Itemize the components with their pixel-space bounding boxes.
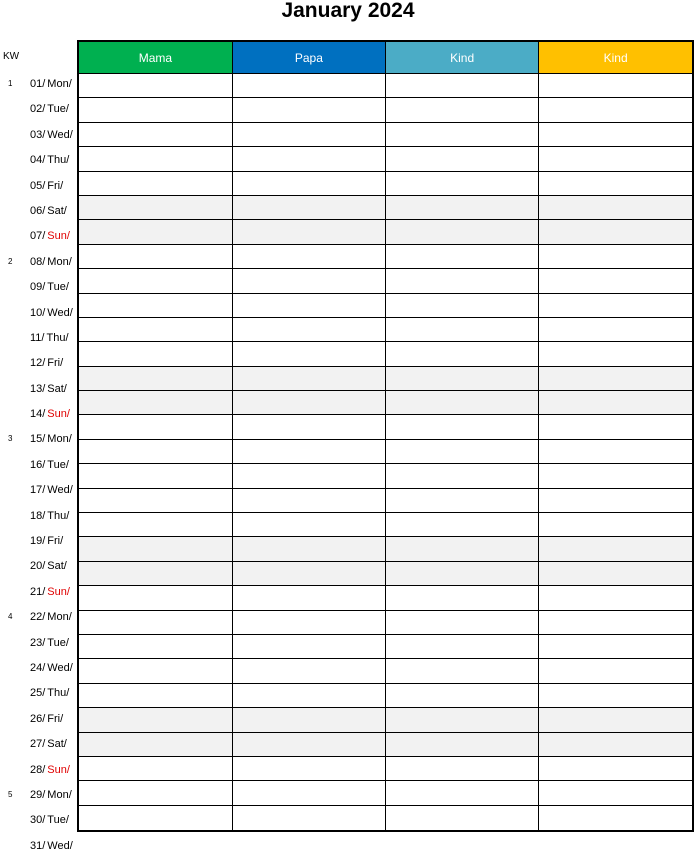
entry-cell[interactable] [386, 391, 539, 415]
entry-cell[interactable] [232, 244, 385, 268]
day-label-row [0, 605, 77, 630]
entry-cell[interactable] [386, 220, 539, 244]
weekday-name: Wed/ [47, 484, 73, 497]
entry-cell[interactable] [386, 269, 539, 293]
day-label-row [0, 199, 77, 224]
day-number: 26/ [30, 712, 46, 725]
entry-cell[interactable] [232, 220, 385, 244]
day-label [30, 205, 67, 217]
planner-table [79, 42, 692, 830]
day-number: 24/ [30, 661, 46, 674]
table-row [79, 756, 692, 780]
entry-cell[interactable] [539, 537, 692, 561]
week-number: 5 [8, 789, 13, 799]
weekday-name: Sun/ [47, 585, 70, 598]
day-number: 27/ [30, 738, 46, 751]
entry-cell[interactable] [79, 98, 232, 122]
entry-cell[interactable] [386, 244, 539, 268]
day-label-row [0, 758, 77, 783]
day-label [30, 383, 67, 395]
entry-cell[interactable] [386, 561, 539, 585]
entry-cell[interactable] [539, 464, 692, 488]
weekday-name: Tue/ [47, 458, 69, 471]
day-label [30, 154, 69, 166]
entry-cell[interactable] [232, 74, 385, 98]
day-label-row [0, 275, 77, 300]
entry-cell[interactable] [79, 269, 232, 293]
entry-cell[interactable] [79, 122, 232, 146]
entry-cell[interactable] [539, 342, 692, 366]
day-label [30, 764, 70, 776]
day-number: 11/ [30, 331, 45, 344]
weekday-name: Thu/ [47, 687, 70, 700]
table-row [79, 342, 692, 366]
entry-cell[interactable] [539, 439, 692, 463]
entry-cell[interactable] [232, 122, 385, 146]
day-number: 28/ [30, 763, 46, 776]
planner-grid [77, 40, 694, 832]
day-number: 02/ [30, 103, 46, 116]
entry-cell[interactable] [79, 147, 232, 171]
day-label [30, 230, 70, 242]
weekday-name: Fri/ [47, 357, 64, 370]
day-label [30, 484, 73, 496]
entry-cell[interactable] [79, 708, 232, 732]
day-label [30, 637, 69, 649]
entry-cell[interactable] [539, 98, 692, 122]
entry-cell[interactable] [386, 488, 539, 512]
entry-cell[interactable] [539, 781, 692, 805]
day-number: 13/ [30, 382, 46, 395]
entry-cell[interactable] [79, 634, 232, 658]
entry-cell[interactable] [79, 366, 232, 390]
entry-cell[interactable] [232, 366, 385, 390]
entry-cell[interactable] [386, 317, 539, 341]
day-number: 16/ [30, 458, 46, 471]
entry-cell[interactable] [232, 586, 385, 610]
day-label-row [0, 808, 77, 833]
day-label-row [0, 681, 77, 706]
entry-cell[interactable] [79, 415, 232, 439]
day-label-row [0, 783, 77, 808]
day-number: 04/ [30, 154, 46, 167]
day-label [30, 789, 72, 801]
table-row [79, 610, 692, 634]
day-label [30, 357, 63, 369]
entry-cell[interactable] [232, 464, 385, 488]
entry-cell[interactable] [539, 513, 692, 537]
day-label [30, 281, 69, 293]
entry-cell[interactable] [232, 537, 385, 561]
entry-cell[interactable] [232, 342, 385, 366]
day-label-row [0, 707, 77, 732]
table-row [79, 171, 692, 195]
entry-cell[interactable] [232, 147, 385, 171]
day-label [30, 103, 69, 115]
entry-cell[interactable] [539, 74, 692, 98]
weekday-name: Fri/ [47, 712, 64, 725]
entry-cell[interactable] [79, 513, 232, 537]
entry-cell[interactable] [79, 732, 232, 756]
table-row [79, 537, 692, 561]
entry-cell[interactable] [79, 391, 232, 415]
day-number: 12/ [30, 357, 46, 370]
entry-cell[interactable] [232, 708, 385, 732]
entry-cell[interactable] [386, 98, 539, 122]
day-label-row [0, 97, 77, 122]
table-row [79, 122, 692, 146]
entry-cell[interactable] [386, 464, 539, 488]
entry-cell[interactable] [386, 293, 539, 317]
entry-cell[interactable] [386, 342, 539, 366]
entry-cell[interactable] [232, 269, 385, 293]
entry-cell[interactable] [386, 683, 539, 707]
entry-cell[interactable] [386, 708, 539, 732]
weekday-name: Wed/ [47, 128, 73, 141]
day-number: 31/ [30, 839, 46, 852]
entry-cell[interactable] [79, 220, 232, 244]
column-header-1: Mama [79, 42, 232, 74]
weekday-name: Sat/ [47, 382, 67, 395]
day-label-row [0, 326, 77, 351]
entry-cell[interactable] [79, 537, 232, 561]
table-row [79, 513, 692, 537]
entry-cell[interactable] [386, 756, 539, 780]
day-label-row [0, 250, 77, 275]
weekday-name: Mon/ [47, 78, 72, 90]
weekday-name: Sun/ [47, 408, 70, 421]
entry-cell[interactable] [539, 391, 692, 415]
day-number: 07/ [30, 230, 46, 243]
entry-cell[interactable] [232, 732, 385, 756]
entry-cell[interactable] [232, 171, 385, 195]
day-label-row [0, 301, 77, 326]
table-row [79, 269, 692, 293]
entry-cell[interactable] [539, 683, 692, 707]
entry-cell[interactable] [79, 195, 232, 219]
weekday-name: Sun/ [47, 230, 70, 243]
entry-cell[interactable] [539, 610, 692, 634]
entry-cell[interactable] [539, 732, 692, 756]
entry-cell[interactable] [386, 74, 539, 98]
entry-cell[interactable] [539, 415, 692, 439]
entry-cell[interactable] [232, 659, 385, 683]
day-number: 10/ [30, 306, 46, 319]
day-number: 14/ [30, 408, 46, 421]
entry-cell[interactable] [79, 439, 232, 463]
day-label [30, 256, 72, 268]
entry-cell[interactable] [539, 195, 692, 219]
day-label-row [0, 174, 77, 199]
day-label [30, 535, 63, 547]
day-number: 03/ [30, 128, 46, 141]
day-label [30, 662, 73, 674]
entry-cell[interactable] [79, 586, 232, 610]
weekday-name: Tue/ [47, 281, 69, 294]
entry-cell[interactable] [539, 561, 692, 585]
table-row [79, 415, 692, 439]
entry-cell[interactable] [539, 488, 692, 512]
weekday-name: Wed/ [47, 839, 73, 852]
day-label [30, 307, 73, 319]
day-label-row [0, 529, 77, 554]
entry-cell[interactable] [79, 464, 232, 488]
entry-cell[interactable] [79, 805, 232, 829]
day-number: 06/ [30, 204, 46, 217]
entry-cell[interactable] [386, 610, 539, 634]
entry-cell[interactable] [386, 781, 539, 805]
day-label-row [0, 580, 77, 605]
day-number: 08/ [30, 255, 46, 268]
entry-cell[interactable] [79, 171, 232, 195]
day-label [30, 433, 72, 445]
entry-cell[interactable] [386, 171, 539, 195]
day-label-row [0, 631, 77, 656]
weekday-name: Mon/ [47, 255, 72, 268]
entry-cell[interactable] [232, 513, 385, 537]
table-row [79, 464, 692, 488]
entry-cell[interactable] [539, 756, 692, 780]
entry-cell[interactable] [79, 659, 232, 683]
table-row [79, 732, 692, 756]
entry-cell[interactable] [232, 805, 385, 829]
day-label-row [0, 834, 77, 859]
weekday-name: Thu/ [47, 509, 70, 522]
table-row [79, 561, 692, 585]
day-label [30, 510, 69, 522]
day-number: 21/ [30, 585, 46, 598]
entry-cell[interactable] [539, 220, 692, 244]
table-row [79, 439, 692, 463]
table-row [79, 98, 692, 122]
entry-cell[interactable] [79, 317, 232, 341]
entry-cell[interactable] [386, 366, 539, 390]
weekday-name: Mon/ [47, 788, 72, 801]
entry-cell[interactable] [539, 586, 692, 610]
entry-cell[interactable] [386, 732, 539, 756]
entry-cell[interactable] [232, 756, 385, 780]
day-label-row [0, 732, 77, 757]
day-number: 01/ [30, 78, 46, 90]
day-number: 15/ [30, 433, 46, 446]
day-label [30, 713, 63, 725]
entry-cell[interactable] [539, 366, 692, 390]
table-row [79, 805, 692, 829]
entry-cell[interactable] [539, 293, 692, 317]
entry-cell[interactable] [232, 391, 385, 415]
entry-cell[interactable] [232, 488, 385, 512]
day-label [30, 814, 69, 826]
table-row [79, 244, 692, 268]
entry-cell[interactable] [539, 805, 692, 829]
day-label [30, 459, 69, 471]
weekday-name: Sat/ [47, 738, 67, 751]
day-label-row [0, 148, 77, 173]
weekday-name: Mon/ [47, 433, 72, 446]
column-header-row [79, 42, 692, 74]
day-label [30, 687, 69, 699]
day-number: 05/ [30, 179, 46, 192]
day-label [30, 738, 67, 750]
column-header-3: Kind [386, 42, 539, 74]
entry-cell[interactable] [386, 537, 539, 561]
entry-cell[interactable] [539, 171, 692, 195]
day-label [30, 611, 72, 623]
weekday-name: Tue/ [47, 636, 69, 649]
day-label-row [0, 123, 77, 148]
entry-cell[interactable] [386, 415, 539, 439]
day-label [30, 408, 70, 420]
day-number: 25/ [30, 687, 46, 700]
table-row [79, 683, 692, 707]
weekday-name: Fri/ [47, 535, 64, 548]
entry-cell[interactable] [232, 439, 385, 463]
week-number: 3 [8, 434, 13, 444]
day-label-row [0, 478, 77, 503]
table-row [79, 366, 692, 390]
day-number: 29/ [30, 788, 46, 801]
weekday-name: Tue/ [47, 814, 69, 827]
entry-cell[interactable] [539, 244, 692, 268]
entry-cell[interactable] [232, 561, 385, 585]
table-row [79, 488, 692, 512]
entry-cell[interactable] [539, 659, 692, 683]
entry-cell[interactable] [539, 634, 692, 658]
day-label-row [0, 504, 77, 529]
weekday-name: Sat/ [47, 204, 67, 217]
page-title: January 2024 [281, 0, 415, 22]
entry-cell[interactable] [232, 98, 385, 122]
entry-cell[interactable] [232, 317, 385, 341]
entry-cell[interactable] [79, 293, 232, 317]
day-label-row [0, 72, 77, 97]
entry-cell[interactable] [386, 513, 539, 537]
entry-cell[interactable] [386, 195, 539, 219]
entry-cell[interactable] [232, 610, 385, 634]
day-number: 20/ [30, 560, 46, 573]
entry-cell[interactable] [386, 586, 539, 610]
day-number: 09/ [30, 281, 46, 294]
kw-header-label: KW [3, 51, 20, 62]
day-label [30, 586, 70, 598]
table-row [79, 74, 692, 98]
weekday-name: Wed/ [47, 661, 73, 674]
day-number: 22/ [30, 611, 46, 624]
day-label-row [0, 402, 77, 427]
weekday-name: Tue/ [47, 103, 69, 116]
entry-cell[interactable] [539, 317, 692, 341]
week-number: 1 [8, 79, 13, 88]
day-label [30, 332, 69, 344]
table-row [79, 195, 692, 219]
planner-body [79, 74, 692, 830]
entry-cell[interactable] [386, 122, 539, 146]
day-label-row [0, 453, 77, 478]
column-header-4: Kind [539, 42, 692, 74]
day-number: 19/ [30, 535, 46, 548]
entry-cell[interactable] [386, 659, 539, 683]
entry-cell[interactable] [232, 634, 385, 658]
entry-cell[interactable] [232, 683, 385, 707]
table-row [79, 781, 692, 805]
entry-cell[interactable] [386, 634, 539, 658]
day-label [30, 78, 72, 90]
entry-cell[interactable] [539, 269, 692, 293]
day-label-row [0, 351, 77, 376]
day-number: 23/ [30, 636, 46, 649]
weekday-name: Thu/ [46, 331, 69, 344]
entry-cell[interactable] [79, 561, 232, 585]
table-row [79, 659, 692, 683]
week-number: 2 [8, 256, 13, 266]
entry-cell[interactable] [539, 122, 692, 146]
entry-cell[interactable] [79, 488, 232, 512]
column-header-2: Papa [232, 42, 385, 74]
weekday-name: Thu/ [47, 154, 70, 167]
entry-cell[interactable] [79, 756, 232, 780]
entry-cell[interactable] [79, 610, 232, 634]
entry-cell[interactable] [232, 415, 385, 439]
table-row [79, 391, 692, 415]
weekday-name: Mon/ [47, 611, 72, 624]
day-number: 30/ [30, 814, 46, 827]
day-number: 18/ [30, 509, 46, 522]
day-label [30, 129, 73, 141]
entry-cell[interactable] [386, 439, 539, 463]
entry-cell[interactable] [386, 805, 539, 829]
table-row [79, 147, 692, 171]
day-labels-column [0, 72, 77, 859]
entry-cell[interactable] [232, 781, 385, 805]
entry-cell[interactable] [79, 683, 232, 707]
entry-cell[interactable] [386, 147, 539, 171]
entry-cell[interactable] [539, 147, 692, 171]
entry-cell[interactable] [79, 342, 232, 366]
table-row [79, 293, 692, 317]
day-number: 17/ [30, 484, 46, 497]
day-label-row [0, 554, 77, 579]
day-label [30, 180, 63, 192]
entry-cell[interactable] [232, 293, 385, 317]
weekday-name: Wed/ [47, 306, 73, 319]
entry-cell[interactable] [539, 708, 692, 732]
day-label-row [0, 224, 77, 249]
table-row [79, 708, 692, 732]
table-row [79, 317, 692, 341]
entry-cell[interactable] [79, 244, 232, 268]
table-row [79, 220, 692, 244]
day-label-row [0, 656, 77, 681]
entry-cell[interactable] [79, 781, 232, 805]
day-label-row [0, 427, 77, 452]
day-label [30, 560, 67, 572]
table-row [79, 586, 692, 610]
week-number: 4 [8, 612, 13, 622]
entry-cell[interactable] [79, 74, 232, 98]
day-label-row [0, 377, 77, 402]
table-row [79, 634, 692, 658]
weekday-name: Sun/ [47, 763, 70, 776]
weekday-name: Sat/ [47, 560, 67, 573]
weekday-name: Fri/ [47, 179, 64, 192]
day-label [30, 840, 73, 852]
entry-cell[interactable] [232, 195, 385, 219]
